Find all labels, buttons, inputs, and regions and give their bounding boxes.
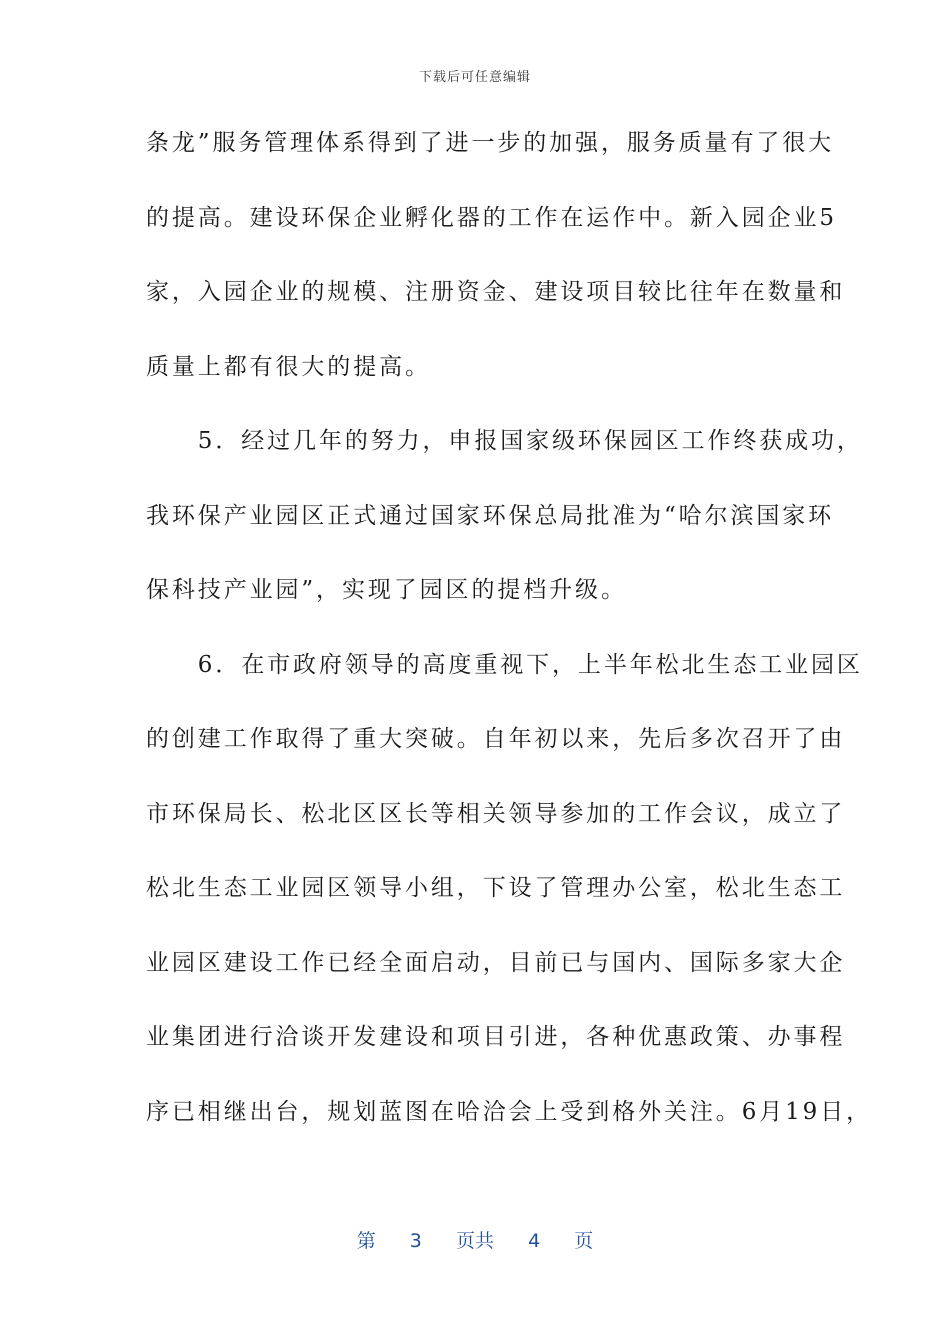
body-line: 质量上都有很大的提高。 [146,353,431,380]
body-line: 家，入园企业的规模、注册资金、建设项目较比往年在数量和 [146,279,846,305]
page-header: 下载后可任意编辑 [418,70,531,85]
body-line: 5．经过几年的努力，申报国家级环保园区工作终获成功， [146,428,863,454]
body-line: 市环保局长、松北区区长等相关领导参加的工作会议，成立了 [146,800,846,827]
body-line: 保科技产业园”，实现了园区的提档升级。 [146,577,627,603]
total-pages-number: 4 [528,1230,541,1252]
body-line: 6．在市政府领导的高度重视下，上半年松北生态工业园区 [146,651,863,678]
body-line: 条龙”服务管理体系得到了进一步的加强，服务质量有了很大 [146,130,835,156]
footer-di: 第 [356,1230,376,1252]
body-line: 的提高。建设环保企业孵化器的工作在运作中。新入园企业5 [146,204,837,231]
body-line: 业园区建设工作已经全面启动，目前已与国内、国际多家大企 [146,949,846,976]
page-footer [0,1226,950,1253]
body-line: 业集团进行洽谈开发建设和项目引进，各种优惠政策、办事程 [146,1024,846,1050]
body-line: 松北生态工业园区领导小组，下设了管理办公室，松北生态工 [146,875,846,901]
current-page-number: 3 [409,1230,422,1252]
body-line: 序已相继出台，规划蓝图在哈洽会上受到格外关注。6月19日， [146,1098,872,1125]
footer-ye-gong: 页共 [455,1230,494,1252]
body-line: 的创建工作取得了重大突破。自年初以来，先后多次召开了由 [146,726,846,752]
footer-ye: 页 [574,1230,594,1252]
document-body [146,118,872,1161]
body-line: 我环保产业园区正式通过国家环保总局批准为“哈尔滨国家环 [146,502,835,529]
